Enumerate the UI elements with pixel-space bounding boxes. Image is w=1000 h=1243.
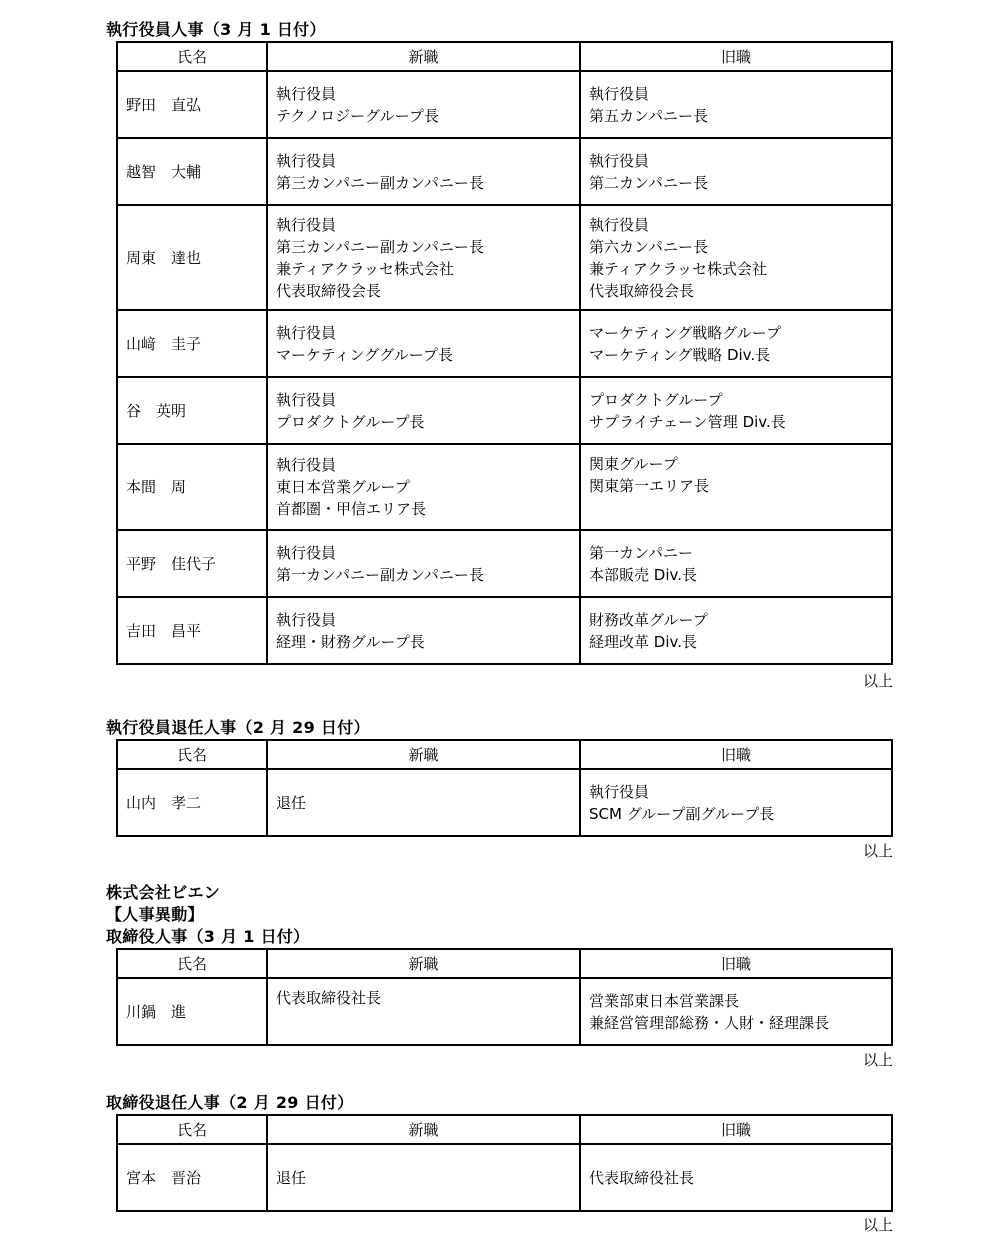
former-position-cell <box>580 138 892 205</box>
table-row <box>117 769 892 836</box>
company-name: 株式会社ビエン <box>106 883 221 902</box>
new-position-line: 退任 <box>276 1168 307 1187</box>
former-position-line: 第六カンパニー長 <box>589 237 708 256</box>
person-name: 吉田 昌平 <box>117 597 267 664</box>
new-position-cell <box>267 978 580 1045</box>
former-position-line: SCM グループ副グループ長 <box>589 804 775 823</box>
former-position-line: 兼経営管理部総務・人財・経理課長 <box>589 1013 830 1032</box>
new-position-cell <box>267 1144 580 1211</box>
person-name: 谷 英明 <box>117 377 267 444</box>
person-name: 平野 佳代子 <box>117 530 267 597</box>
former-position-line: 経理改革 Div.長 <box>589 632 697 651</box>
former-position-line: 代表取締役会長 <box>589 281 695 300</box>
former-position-line: 執行役員 <box>589 84 650 103</box>
new-position-cell <box>267 597 580 664</box>
former-position-line: 代表取締役社長 <box>589 1168 695 1187</box>
former-position-cell <box>580 71 892 138</box>
new-position-line: 第三カンパニー副カンパニー長 <box>276 173 484 192</box>
former-position-line: 本部販売 Div.長 <box>589 565 697 584</box>
person-name: 周東 達也 <box>117 205 267 310</box>
new-position-cell <box>267 71 580 138</box>
closing-mark: 以上 <box>862 842 893 860</box>
header-name: 氏名 <box>117 42 267 71</box>
new-position-line: 執行役員 <box>276 84 337 103</box>
table-row <box>117 597 892 664</box>
former-position-line: 関東第一エリア長 <box>589 477 710 495</box>
former-position-line: 第五カンパニー長 <box>589 106 708 125</box>
person-name: 野田 直弘 <box>117 71 267 138</box>
header-name: 氏名 <box>117 1115 267 1144</box>
person-name: 川鍋 進 <box>117 978 267 1045</box>
new-position-cell <box>267 444 580 530</box>
former-position-cell <box>580 377 892 444</box>
former-position-cell <box>580 310 892 377</box>
former-position-line: プロダクトグループ <box>589 390 723 409</box>
person-name: 宮本 晋治 <box>117 1144 267 1211</box>
table-row <box>117 444 892 530</box>
new-position-line: 第三カンパニー副カンパニー長 <box>276 237 484 256</box>
table-row <box>117 1144 892 1211</box>
new-position-line: 執行役員 <box>276 543 337 562</box>
new-position-line: テクノロジーグループ長 <box>276 106 439 125</box>
closing-mark: 以上 <box>862 1216 893 1234</box>
new-position-line: 首都圏・甲信エリア長 <box>276 500 427 518</box>
new-position-cell <box>267 769 580 836</box>
new-position-line: 執行役員 <box>276 390 337 409</box>
director-appointments-table <box>116 948 893 1046</box>
person-name: 山内 孝二 <box>117 769 267 836</box>
former-position-cell <box>580 1144 892 1211</box>
former-position-line: マーケティング戦略グループ <box>589 323 782 342</box>
former-position-line: 財務改革グループ <box>589 610 708 629</box>
header-new-position: 新職 <box>267 1115 580 1144</box>
closing-mark: 以上 <box>862 1051 893 1069</box>
closing-mark: 以上 <box>862 672 893 690</box>
table-header-row <box>117 42 892 71</box>
person-name: 本間 周 <box>117 444 267 530</box>
executive-retirements-table <box>116 739 893 837</box>
former-position-line: 第二カンパニー長 <box>589 173 708 192</box>
former-position-line: 執行役員 <box>589 782 650 801</box>
former-position-cell <box>580 205 892 310</box>
new-position-cell <box>267 138 580 205</box>
header-former-position: 旧職 <box>580 740 892 769</box>
former-position-line: 営業部東日本営業課長 <box>589 991 740 1010</box>
new-position-line: 執行役員 <box>276 610 337 629</box>
former-position-cell <box>580 530 892 597</box>
former-position-line: マーケティング戦略 Div.長 <box>589 345 771 364</box>
table-header-row <box>117 1115 892 1144</box>
section-title-director-appointments: 取締役人事（3 月 1 日付） <box>106 927 310 946</box>
section-title-executive-appointments: 執行役員人事（3 月 1 日付） <box>106 20 326 39</box>
header-name: 氏名 <box>117 740 267 769</box>
header-new-position: 新職 <box>267 42 580 71</box>
table-row <box>117 205 892 310</box>
former-position-cell <box>580 597 892 664</box>
new-position-line: 第一カンパニー副カンパニー長 <box>276 565 484 584</box>
new-position-line: 執行役員 <box>276 215 337 234</box>
new-position-line: 退任 <box>276 793 307 812</box>
table-header-row <box>117 740 892 769</box>
former-position-line: 執行役員 <box>589 215 650 234</box>
new-position-line: マーケティンググループ長 <box>276 345 454 364</box>
table-row <box>117 71 892 138</box>
table-row <box>117 377 892 444</box>
new-position-line: 経理・財務グループ長 <box>276 632 425 651</box>
new-position-line: プロダクトグループ長 <box>276 412 425 431</box>
former-position-line: 第一カンパニー <box>589 543 693 562</box>
table-row <box>117 978 892 1045</box>
person-name: 山﨑 圭子 <box>117 310 267 377</box>
header-new-position: 新職 <box>267 949 580 978</box>
new-position-line: 執行役員 <box>276 456 337 474</box>
new-position-line: 代表取締役会長 <box>276 281 382 300</box>
new-position-line: 兼ティアクラッセ株式会社 <box>276 259 455 278</box>
new-position-line: 執行役員 <box>276 151 337 170</box>
new-position-cell <box>267 205 580 310</box>
table-row <box>117 310 892 377</box>
section-title-director-retirements: 取締役退任人事（2 月 29 日付） <box>106 1093 354 1112</box>
executive-appointments-table <box>116 41 893 665</box>
former-position-cell <box>580 769 892 836</box>
former-position-line: 兼ティアクラッセ株式会社 <box>589 259 768 278</box>
former-position-line: 関東グループ <box>589 455 678 473</box>
new-position-cell <box>267 530 580 597</box>
header-name: 氏名 <box>117 949 267 978</box>
table-row <box>117 530 892 597</box>
director-retirements-table <box>116 1114 893 1212</box>
category-label: 【人事異動】 <box>106 905 204 924</box>
person-name: 越智 大輔 <box>117 138 267 205</box>
new-position-cell <box>267 310 580 377</box>
header-former-position: 旧職 <box>580 1115 892 1144</box>
header-former-position: 旧職 <box>580 949 892 978</box>
new-position-line: 東日本営業グループ <box>276 478 410 496</box>
former-position-line: サプライチェーン管理 Div.長 <box>589 412 786 431</box>
table-row <box>117 138 892 205</box>
former-position-line: 執行役員 <box>589 151 650 170</box>
new-position-cell <box>267 377 580 444</box>
table-header-row <box>117 949 892 978</box>
header-new-position: 新職 <box>267 740 580 769</box>
section-title-executive-retirements: 執行役員退任人事（2 月 29 日付） <box>106 718 370 737</box>
former-position-cell <box>580 978 892 1045</box>
new-position-line: 執行役員 <box>276 323 337 342</box>
former-position-cell <box>580 444 892 530</box>
header-former-position: 旧職 <box>580 42 892 71</box>
new-position-line: 代表取締役社長 <box>276 989 382 1007</box>
